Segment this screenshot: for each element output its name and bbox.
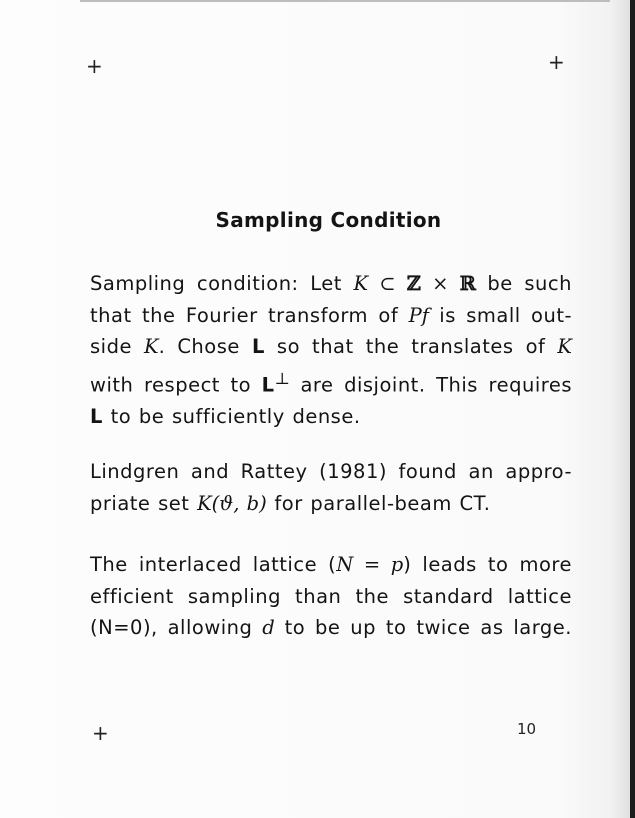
text-line: that the Fourier transform of Pf is small out-: [90, 303, 572, 327]
text-line: priate set K(ϑ, b) for parallel-beam CT.: [90, 491, 491, 515]
page-right-edge-shadow: [630, 0, 635, 818]
page-top-edge: [80, 0, 610, 2]
text-line: Sampling condition: Let K ⊂ ℤ × ℝ be such: [90, 272, 572, 295]
text-line: with respect to L⊥ are disjoint. This requires: [90, 368, 573, 396]
paragraph-interlaced-lattice: [90, 549, 572, 644]
page-number: 10: [517, 720, 537, 738]
text-line: efficient sampling than the standard lattice: [90, 584, 572, 608]
text-line: side K. Chose L so that the translates of K: [90, 335, 572, 358]
text-line: The interlaced lattice (N = p) leads to more: [90, 553, 572, 576]
paragraph-sampling-condition: [90, 268, 572, 432]
crop-mark-top-right: +: [548, 50, 565, 74]
paragraph-lindgren-rattey: [90, 456, 572, 519]
text-line: Lindgren and Rattey (1981) found an appro-: [90, 460, 572, 483]
slide-title: Sampling Condition: [215, 208, 442, 232]
crop-mark-top-left: +: [86, 54, 103, 78]
crop-mark-bottom-left: +: [92, 721, 109, 745]
text-line: L to be sufficiently dense.: [90, 404, 361, 428]
text-line: (N=0), allowing d to be up to twice as large.: [90, 616, 572, 639]
